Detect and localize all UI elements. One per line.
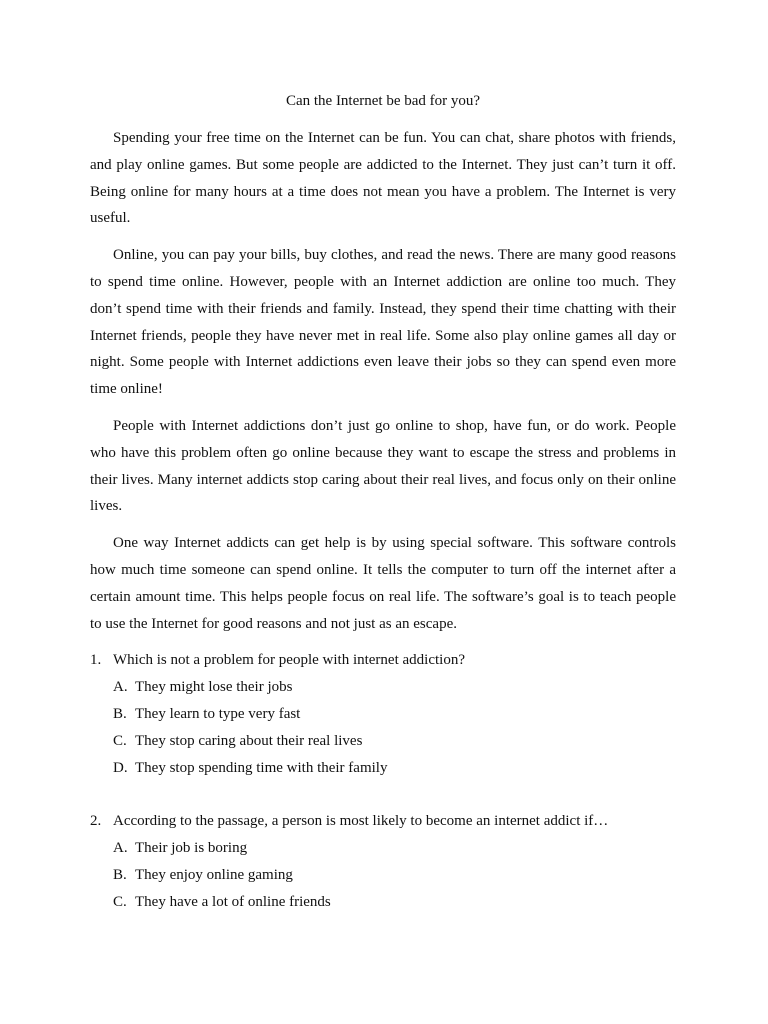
question-number: 1.: [90, 652, 102, 669]
option-a: [113, 674, 676, 701]
option-letter: A.: [113, 840, 128, 857]
option-letter: C.: [113, 733, 127, 750]
option-b: [113, 862, 676, 889]
option-text: They have a lot of online friends: [135, 894, 331, 911]
question-1: [90, 647, 676, 782]
option-text: They stop spending time with their family: [135, 760, 388, 777]
option-text: They stop caring about their real lives: [135, 733, 363, 750]
question-2-stem: [90, 808, 676, 835]
question-1-options: [90, 674, 676, 782]
question-number: 2.: [90, 813, 102, 830]
option-c: [113, 889, 676, 916]
question-text: Which is not a problem for people with internet addiction?: [113, 652, 465, 669]
question-1-stem: [90, 647, 676, 674]
paragraph-4: One way Internet addicts can get help is by using special software. This software controls how much time someone can spend online. It tells the computer to turn off the internet after a certain amount time. This helps people focus on real life. The software’s goal is to teach people to use the Internet for good reasons and not just as an escape.: [90, 535, 676, 632]
option-letter: B.: [113, 867, 127, 884]
option-c: [113, 728, 676, 755]
document-page: [90, 88, 676, 916]
document-title: Can the Internet be bad for you?: [285, 93, 481, 109]
paragraph-3: People with Internet addictions don’t just go online to shop, have fun, or do work. People who have this problem often go online because they want to escape the stress and problems in their lives. Many internet addicts stop caring about their real lives, and focus only on their online lives.: [90, 417, 676, 515]
option-text: They enjoy online gaming: [135, 867, 293, 884]
option-b: [113, 701, 676, 728]
option-a: [113, 835, 676, 862]
option-d: [113, 755, 676, 782]
option-letter: A.: [113, 679, 128, 696]
question-text: According to the passage, a person is most likely to become an internet addict if…: [113, 813, 609, 830]
question-2-options: [90, 835, 676, 916]
question-2: [90, 808, 676, 916]
paragraph-1: Spending your free time on the Internet can be fun. You can chat, share photos with friends, and play online games. But some people are addicted to the Internet. They just can’t turn it off. Being online for many hours at a time does not mean you have a problem. The Internet is very useful.: [90, 130, 676, 227]
option-text: They might lose their jobs: [135, 679, 293, 696]
option-text: Their job is boring: [135, 840, 248, 857]
option-letter: C.: [113, 894, 127, 911]
option-text: They learn to type very fast: [135, 706, 301, 723]
option-letter: B.: [113, 706, 127, 723]
option-letter: D.: [113, 760, 128, 777]
paragraph-2: Online, you can pay your bills, buy clothes, and read the news. There are many good reasons to spend time online. However, people with an Internet addiction are online too much. They don’t spend time with their friends and family. Instead, they spend their time chatting with their Internet friends, people they have never met in real life. Some also play online games all day or night. Some people with Internet addictions even leave their jobs so they can spend even more time online!: [90, 247, 676, 398]
